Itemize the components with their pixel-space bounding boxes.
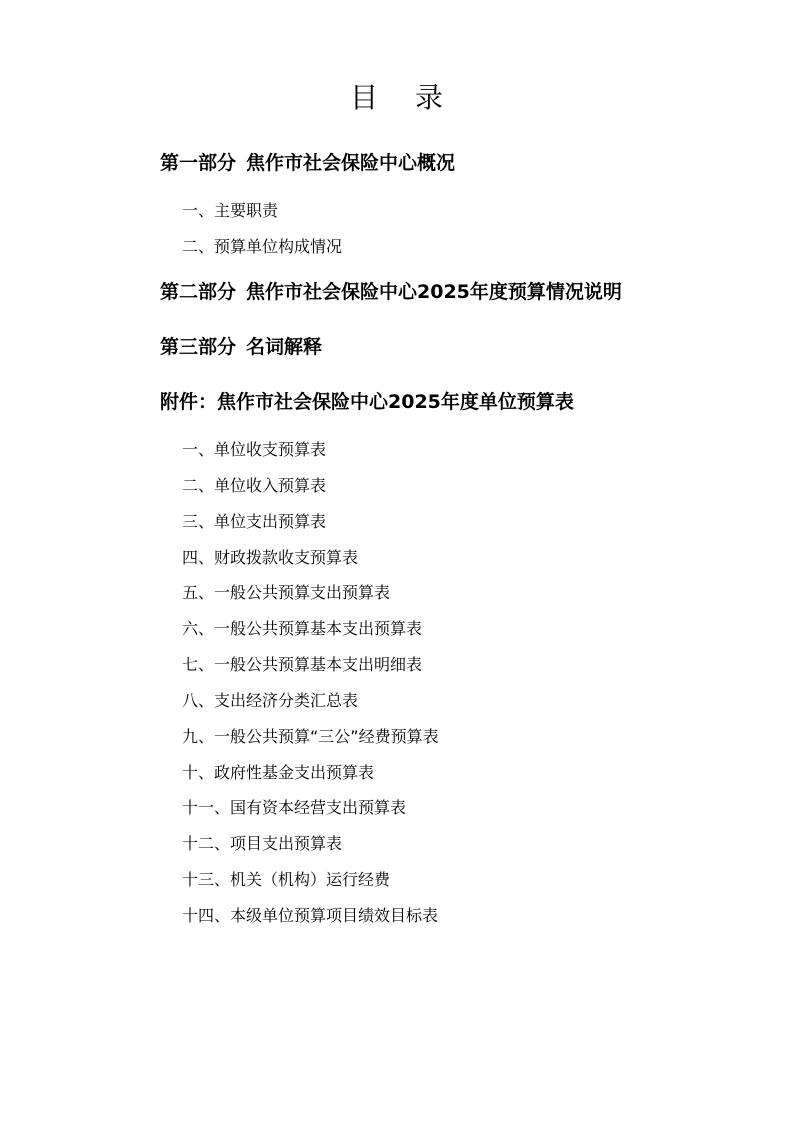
appendix-item-6[interactable]: 六、一般公共预算基本支出预算表 (182, 619, 423, 638)
toc-title: 目 录 (350, 81, 457, 114)
part1-title: 焦作市社会保险中心概况 (246, 152, 456, 174)
appendix-item-10[interactable]: 十、政府性基金支出预算表 (182, 763, 375, 782)
appendix-item-3[interactable]: 三、单位支出预算表 (182, 512, 327, 531)
part2-title: 焦作市社会保险中心2025年度预算情况说明 (246, 281, 622, 303)
part3-label: 第三部分 (160, 336, 237, 358)
part1-item-1[interactable]: 一、主要职责 (182, 201, 279, 220)
appendix-item-5[interactable]: 五、一般公共预算支出预算表 (182, 583, 391, 602)
part1-heading[interactable] (160, 150, 455, 176)
appendix-item-4[interactable]: 四、财政拨款收支预算表 (182, 548, 359, 567)
appendix-item-7[interactable]: 七、一般公共预算基本支出明细表 (182, 655, 423, 674)
appendix-item-13[interactable]: 十三、机关（机构）运行经费 (182, 870, 391, 889)
part1-item-2[interactable]: 二、预算单位构成情况 (182, 237, 343, 256)
part3-title: 名词解释 (246, 336, 323, 358)
appendix-item-1[interactable]: 一、单位收支预算表 (182, 440, 327, 459)
appendix-item-2[interactable]: 二、单位收入预算表 (182, 476, 327, 495)
part2-label: 第二部分 (160, 281, 237, 303)
part3-heading[interactable] (160, 334, 322, 360)
appendix-item-9[interactable]: 九、一般公共预算“三公”经费预算表 (182, 727, 439, 746)
appendix-item-12[interactable]: 十二、项目支出预算表 (182, 834, 343, 853)
part1-label: 第一部分 (160, 152, 237, 174)
appendix-heading[interactable]: 附件：焦作市社会保险中心2025年度单位预算表 (160, 391, 574, 413)
appendix-item-11[interactable]: 十一、国有资本经营支出预算表 (182, 798, 407, 817)
appendix-item-14[interactable]: 十四、本级单位预算项目绩效目标表 (182, 906, 439, 925)
appendix-item-8[interactable]: 八、支出经济分类汇总表 (182, 691, 359, 710)
part2-heading[interactable] (160, 279, 622, 305)
